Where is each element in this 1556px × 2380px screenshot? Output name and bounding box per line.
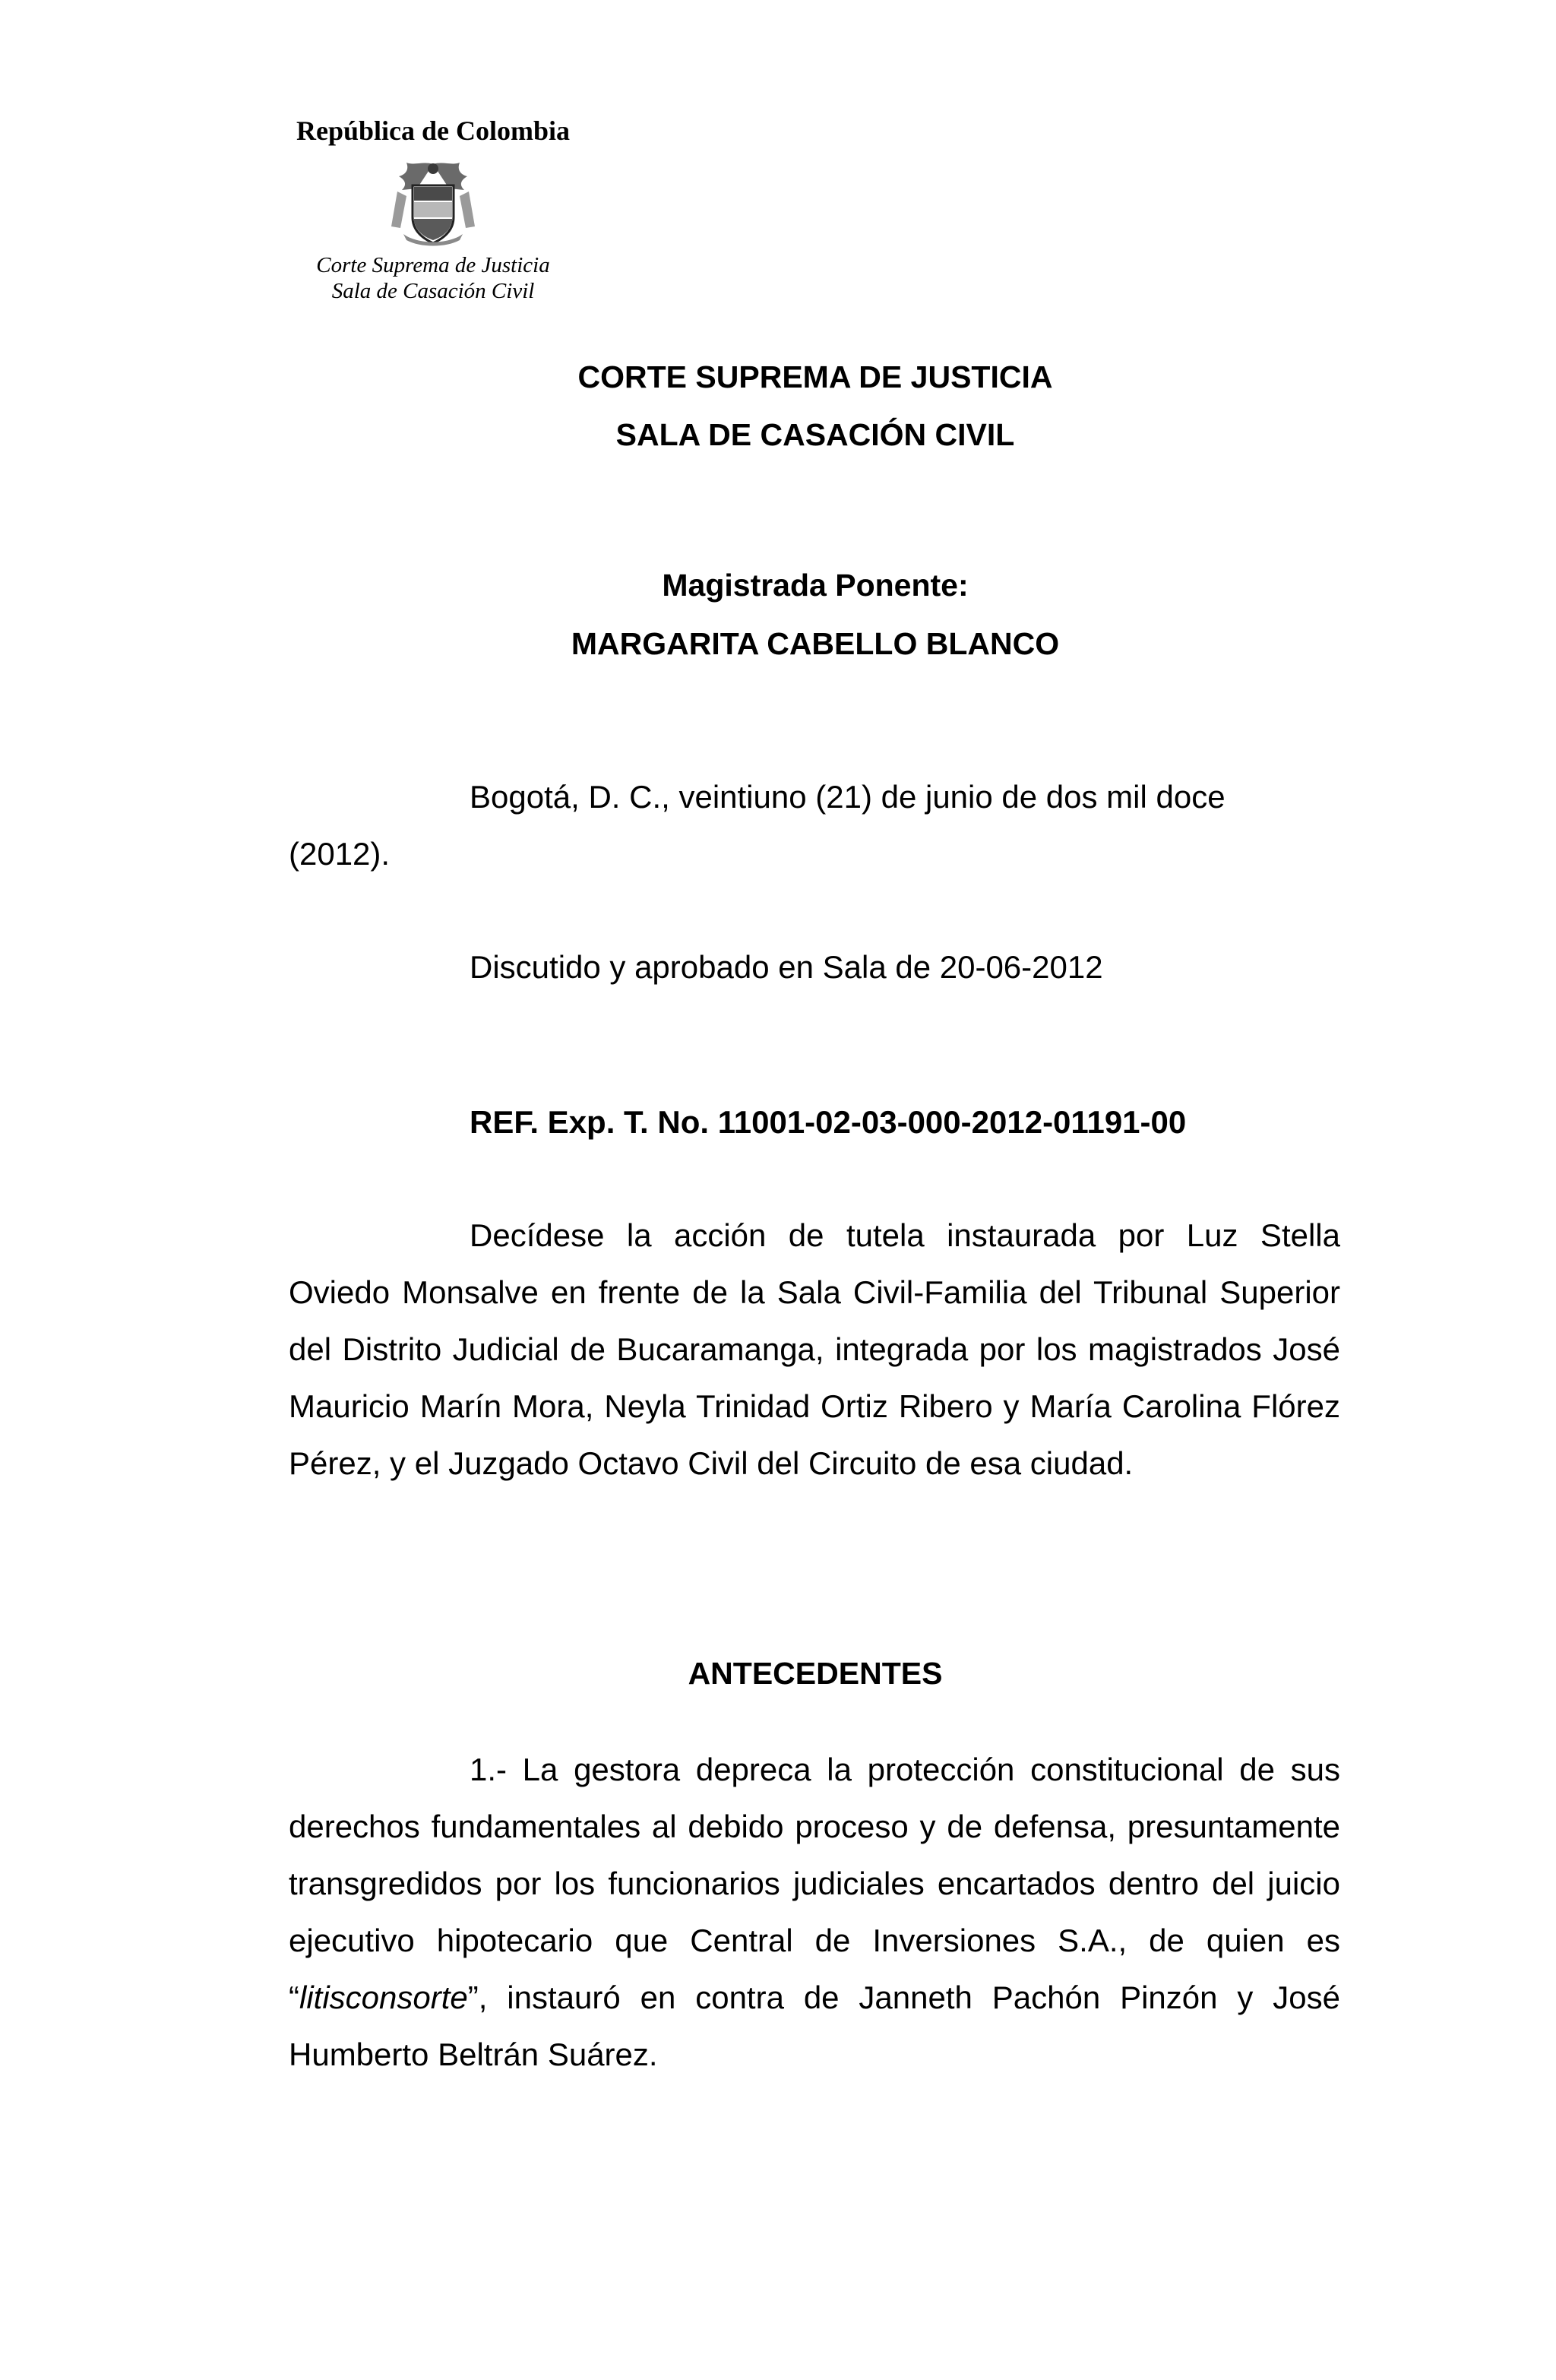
magistrate-name: MARGARITA CABELLO BLANCO bbox=[571, 626, 1060, 661]
antecedent-text-end: ”, instauró en contra de Janneth Pachón Pinzón y José Humberto Beltrán Suárez. bbox=[289, 1980, 1340, 2072]
antecedent-italic-term: litisconsorte bbox=[299, 1980, 468, 2015]
court-heading: CORTE SUPREMA DE JUSTICIA bbox=[577, 359, 1053, 394]
date-year: (2012). bbox=[289, 836, 391, 872]
antecedent-paragraph bbox=[289, 1741, 1340, 2083]
date-line: Bogotá, D. C., veintiuno (21) de junio de dos mil doce bbox=[470, 779, 1226, 815]
letterhead-chamber: Sala de Casación Civil bbox=[331, 279, 535, 303]
magistrate-label: Magistrada Ponente: bbox=[662, 568, 969, 603]
section-title: ANTECEDENTES bbox=[688, 1656, 943, 1691]
discussed-line: Discutido y aprobado en Sala de 20-06-2012 bbox=[470, 949, 1103, 985]
chamber-heading: SALA DE CASACIÓN CIVIL bbox=[615, 417, 1015, 452]
letterhead-country: República de Colombia bbox=[296, 116, 571, 146]
intro-paragraph-text: Decídese la acción de tutela instaurada por Luz Stella Oviedo Monsalve en frente de la Sala Civil-Familia del Tribunal Superior del Distrito Judicial de Bucaramanga, integrada por los magistrados José Mauricio Marín Mora, Neyla Trinidad Ortiz Ribero y María Carolina Flórez Pérez, y el Juzgado Octavo Civil del Circuito de esa ciudad. bbox=[289, 1217, 1340, 1481]
case-reference: REF. Exp. T. No. 11001-02-03-000-2012-01191-00 bbox=[470, 1104, 1187, 1140]
coat-of-arms-icon bbox=[384, 158, 482, 249]
antecedent-text-start: 1.- La gestora depreca la protección constitucional de sus derechos fundamentales al debido proceso y de defensa, presuntamente transgredidos por los funcionarios judiciales encartados dentro del juicio ejecutivo hipotecario que Central de Inversiones S.A., de quien es “ bbox=[289, 1752, 1340, 2015]
intro-paragraph bbox=[289, 1207, 1340, 1492]
letterhead-court: Corte Suprema de Justicia bbox=[316, 253, 550, 277]
letterhead bbox=[274, 114, 593, 304]
